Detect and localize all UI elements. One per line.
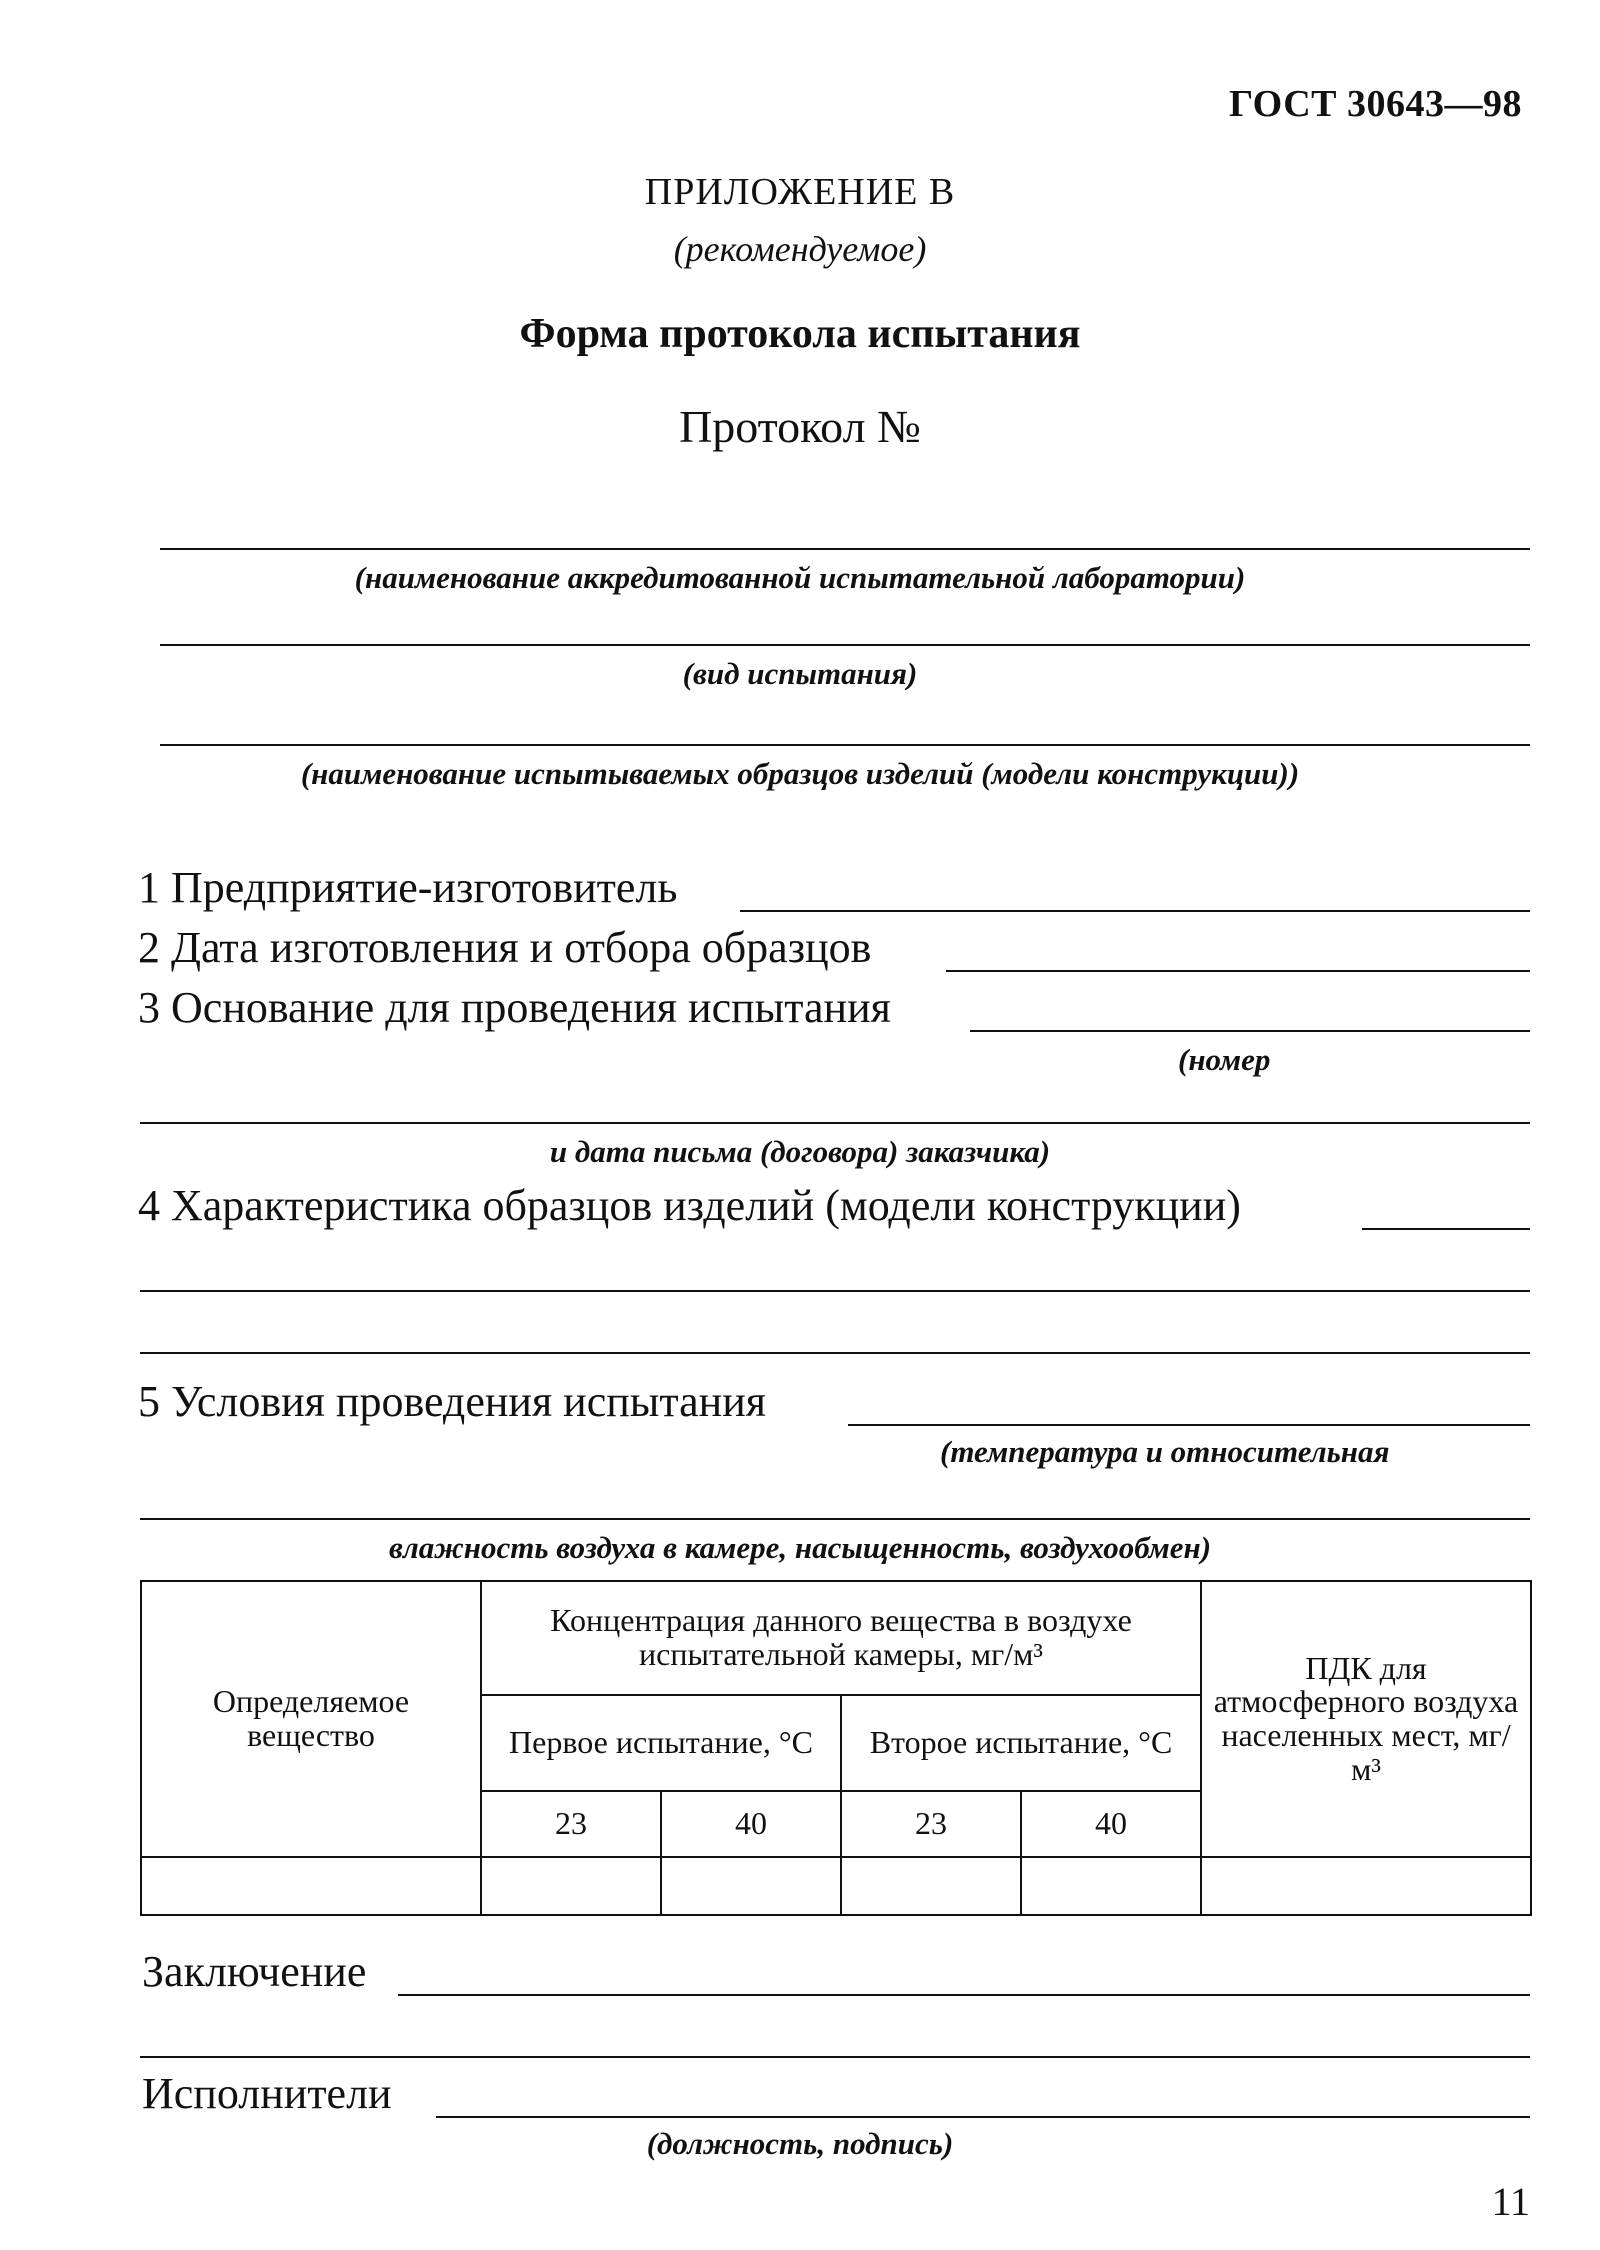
basis-field[interactable] <box>970 1030 1530 1032</box>
table-cell[interactable] <box>1201 1857 1531 1915</box>
item-executors: Исполнители <box>142 2069 392 2118</box>
basis-caption-a: (номер <box>1178 1042 1271 1077</box>
appendix-title: ПРИЛОЖЕНИЕ В <box>644 171 956 213</box>
form-title: Форма протокола испытания <box>519 311 1081 357</box>
item-basis: 3 Основание для проведения испытания <box>138 983 891 1032</box>
letter-line[interactable] <box>140 1122 1530 1124</box>
samples-caption: (наименование испытываемых образцов изделий (модели конструкции)) <box>300 756 1300 791</box>
table-cell[interactable] <box>141 1857 481 1915</box>
table-cell[interactable] <box>1021 1857 1201 1915</box>
temp-cell: 23 <box>841 1791 1021 1857</box>
appendix-status: (рекомендуемое) <box>673 229 927 269</box>
item-conclusion: Заключение <box>142 1947 367 1996</box>
conditions-caption-a: (температура и относительная <box>940 1434 1390 1469</box>
characteristics-field[interactable] <box>1362 1228 1530 1230</box>
pdk-header: ПДК для атмосферного воздуха населенных мест, мг/м³ <box>1201 1581 1531 1857</box>
basis-caption-b: и дата письма (договора) заказчика) <box>549 1134 1051 1169</box>
conclusion-field[interactable] <box>398 1994 1530 1996</box>
item-date: 2 Дата изготовления и отбора образцов <box>138 923 872 972</box>
samples-line <box>160 744 1530 746</box>
substance-header: Определяемое вещество <box>141 1581 481 1857</box>
test-type-caption: (вид испытания) <box>682 656 918 691</box>
executors-field[interactable] <box>436 2116 1530 2118</box>
lab-caption: (наименование аккредитованной испытательной лаборатории) <box>354 560 1246 595</box>
temp-cell: 40 <box>661 1791 841 1857</box>
executors-caption: (должность, подпись) <box>646 2126 954 2161</box>
item-conditions: 5 Условия проведения испытания <box>138 1377 766 1426</box>
conclusion-line-2[interactable] <box>140 2056 1530 2058</box>
conditions-caption-b: влажность воздуха в камере, насыщенность, воздухообмен) <box>388 1530 1212 1565</box>
table-cell[interactable] <box>841 1857 1021 1915</box>
temp-cell: 23 <box>481 1791 661 1857</box>
test-type-line <box>160 644 1530 646</box>
manufacturer-field[interactable] <box>740 910 1530 912</box>
page-number: 11 <box>1491 2179 1530 2224</box>
temp-cell: 40 <box>1021 1791 1201 1857</box>
protocol-number: Протокол № <box>679 401 921 452</box>
lab-line <box>160 548 1530 550</box>
item-characteristics: 4 Характеристика образцов изделий (модели конструкции) <box>138 1181 1241 1230</box>
characteristics-line-3[interactable] <box>140 1352 1530 1354</box>
item-manufacturer: 1 Предприятие-изготовитель <box>138 863 678 912</box>
concentration-header: Концентрация данного вещества в воздухе испытательной камеры, мг/м³ <box>481 1581 1201 1695</box>
standard-number: ГОСТ 30643—98 <box>1228 83 1522 125</box>
table-cell[interactable] <box>481 1857 661 1915</box>
conditions-line-2[interactable] <box>140 1518 1530 1520</box>
conditions-field[interactable] <box>848 1424 1530 1426</box>
first-test-header: Первое испытание, °С <box>481 1695 841 1791</box>
characteristics-line-2[interactable] <box>140 1290 1530 1292</box>
concentration-table <box>140 1580 1532 1916</box>
second-test-header: Второе испытание, °С <box>841 1695 1201 1791</box>
date-field[interactable] <box>946 970 1530 972</box>
table-cell[interactable] <box>661 1857 841 1915</box>
